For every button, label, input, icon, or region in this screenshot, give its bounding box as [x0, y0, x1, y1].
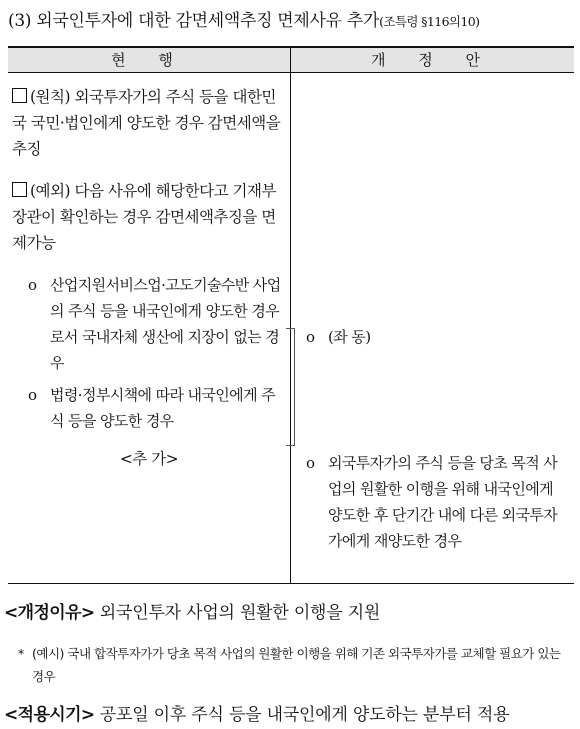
- current-add-placeholder: <추 가>: [119, 450, 179, 468]
- timing-label: <적용시기>: [4, 705, 95, 725]
- title-main: (3) 외국인투자에 대한 감면세액추징 면제사유 추가: [8, 11, 380, 31]
- bullet-circle-icon: o: [306, 454, 315, 472]
- bullet-circle-icon: o: [28, 386, 37, 404]
- current-bullet-2-text: 법령·정부시책에 따라 내국인에게 주식 등을 양도한 경우: [50, 386, 276, 430]
- current-bullet-2: [28, 382, 284, 434]
- reason-label: <개정이유>: [4, 603, 95, 623]
- title-legal-reference: (조특령 §116의10): [379, 14, 480, 29]
- current-bullet-1: [28, 272, 284, 376]
- timing-line: [4, 700, 509, 725]
- proposed-new-item: [306, 450, 568, 554]
- proposed-same: [306, 324, 566, 350]
- comparison-table: [8, 46, 574, 584]
- example-note-text: (예시) 국내 합작투자가가 당초 목적 사업의 원활한 이행을 위해 기존 외국투자가를 교체할 필요가 있는 경우: [32, 646, 561, 684]
- current-principle: [12, 84, 288, 162]
- footnote-star-icon: *: [18, 646, 24, 661]
- current-principle-text: (원칙) 외국투자가의 주식 등을 대한민국 국민·법인에게 양도한 경우 감면세액을 추징: [12, 88, 281, 158]
- current-exception-text: (예외) 다음 사유에 해당한다고 기재부장관이 확인하는 경우 감면세액추징을 면제가능: [12, 182, 276, 252]
- current-bullet-1-text: 산업지원서비스업·고도기술수반 사업의 주식 등을 내국인에게 양도한 경우로서 국내자체 생산에 지장이 없는 경우: [50, 276, 281, 372]
- header-current: 현 행: [8, 48, 290, 73]
- bullet-circle-icon: o: [28, 276, 37, 294]
- section-title: [8, 6, 578, 31]
- proposed-new-item-text: 외국투자가의 주식 등을 당초 목적 사업의 원활한 이행을 위해 내국인에게 양도한 후 단기간 내에 다른 외국투자가에게 재양도한 경우: [328, 454, 558, 550]
- example-note: [18, 642, 570, 688]
- header-proposed: 개 정 안: [291, 48, 574, 73]
- proposed-same-text: (좌 동): [328, 328, 371, 346]
- timing-text: 공포일 이후 주식 등을 내국인에게 양도하는 분부터 적용: [94, 705, 510, 725]
- reason-text: 외국인투자 사업의 원활한 이행을 지원: [94, 603, 381, 623]
- bullet-circle-icon: o: [306, 328, 315, 346]
- reason-line: [4, 598, 380, 623]
- current-exception: [12, 178, 288, 256]
- bracket-mark: [286, 328, 295, 446]
- column-divider: [290, 48, 291, 583]
- checkbox-square-icon: [12, 182, 27, 197]
- checkbox-square-icon: [12, 88, 27, 103]
